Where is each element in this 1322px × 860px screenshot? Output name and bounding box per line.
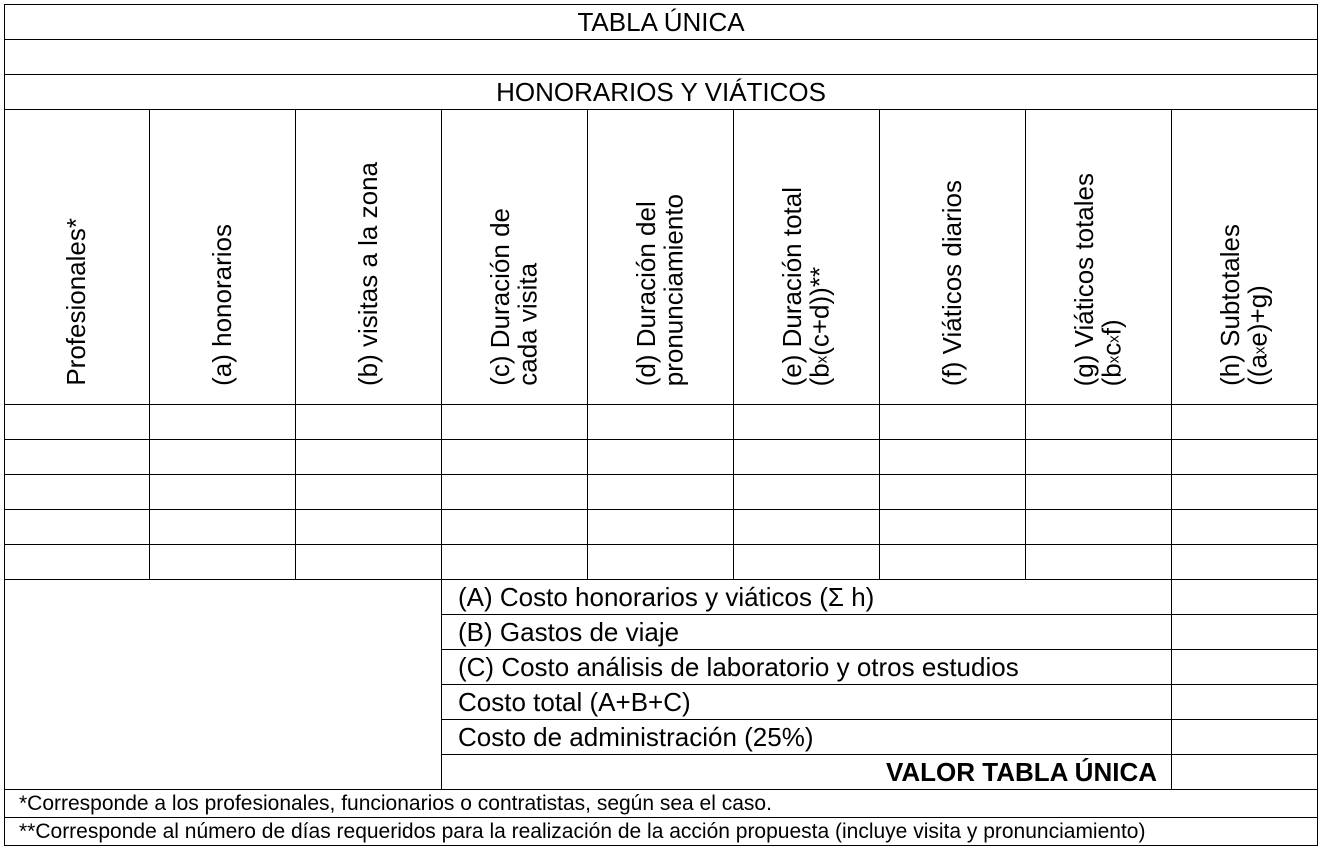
cell[interactable]	[296, 475, 442, 510]
cell[interactable]	[1172, 510, 1318, 545]
cell[interactable]	[150, 475, 296, 510]
cell[interactable]	[734, 475, 880, 510]
cell[interactable]	[296, 510, 442, 545]
summary-blank-area	[5, 580, 442, 790]
cell[interactable]	[1026, 405, 1172, 440]
cell[interactable]	[588, 475, 734, 510]
costo-laboratorio-value[interactable]	[1172, 650, 1318, 685]
col-honorarios-label: (a) honorarios	[206, 224, 237, 386]
blank-row	[5, 40, 1318, 75]
col-duracion-pronunciamiento-label: (d) Duración del pronunciamiento	[631, 193, 689, 386]
cell[interactable]	[1172, 405, 1318, 440]
col-visitas-label: (b) visitas a la zona	[352, 162, 383, 386]
costo-laboratorio-label: (C) Costo análisis de laboratorio y otros estudios	[442, 650, 1172, 685]
col-duracion-visita	[442, 110, 588, 405]
col-duracion-visita-label: (c) Duración de cada visita	[485, 208, 543, 386]
cell[interactable]	[442, 545, 588, 580]
header-row	[5, 110, 1318, 405]
col-visitas	[296, 110, 442, 405]
cell[interactable]	[150, 510, 296, 545]
col-subtotales-label: (h) Subtotales $((a_xe)+g)$	[1215, 224, 1273, 386]
col-duracion-pronunciamiento	[588, 110, 734, 405]
table-subtitle: HONORARIOS Y VIÁTICOS	[5, 75, 1318, 110]
col-duracion-total-label: (e) Duración total $(b_x(c+d))**$	[777, 186, 835, 386]
cell[interactable]	[5, 545, 150, 580]
cell[interactable]	[588, 440, 734, 475]
cell[interactable]	[150, 440, 296, 475]
cell[interactable]	[150, 405, 296, 440]
cell[interactable]	[734, 405, 880, 440]
table-row	[5, 475, 1318, 510]
cell[interactable]	[442, 405, 588, 440]
cell[interactable]	[296, 440, 442, 475]
tabla-unica	[4, 4, 1318, 846]
col-viaticos-diarios-label: (f) Viáticos diarios	[936, 179, 967, 386]
valor-tabla-unica-value[interactable]	[1172, 755, 1318, 790]
cell[interactable]	[442, 510, 588, 545]
col-subtotales	[1172, 110, 1318, 405]
cell[interactable]	[5, 510, 150, 545]
table-row	[5, 440, 1318, 475]
cell[interactable]	[1026, 510, 1172, 545]
costo-administracion-value[interactable]	[1172, 720, 1318, 755]
table-row	[5, 405, 1318, 440]
cell[interactable]	[880, 440, 1026, 475]
cell[interactable]	[296, 545, 442, 580]
costo-administracion-label: Costo de administración (25%)	[442, 720, 1172, 755]
cell[interactable]	[880, 510, 1026, 545]
cell[interactable]	[5, 475, 150, 510]
cell[interactable]	[588, 510, 734, 545]
cell[interactable]	[588, 405, 734, 440]
cell[interactable]	[734, 440, 880, 475]
gastos-viaje-label: (B) Gastos de viaje	[442, 615, 1172, 650]
cell[interactable]	[734, 545, 880, 580]
col-honorarios	[150, 110, 296, 405]
summary-row-a	[5, 580, 1318, 615]
cell[interactable]	[442, 440, 588, 475]
footnote-duracion: **Corresponde al número de días requeridos para la realización de la acción propuesta (incluye visita y pronunciamiento)	[5, 818, 1318, 846]
costo-total-value[interactable]	[1172, 685, 1318, 720]
costo-honorarios-value[interactable]	[1172, 580, 1318, 615]
costo-honorarios-label: (A) Costo honorarios y viáticos (Σ h)	[442, 580, 1172, 615]
col-viaticos-totales	[1026, 110, 1172, 405]
table-title: TABLA ÚNICA	[5, 5, 1318, 40]
col-duracion-total	[734, 110, 880, 405]
valor-tabla-unica-label: VALOR TABLA ÚNICA	[442, 755, 1172, 790]
cell[interactable]	[5, 405, 150, 440]
col-profesionales	[5, 110, 150, 405]
col-profesionales-label: Profesionales*	[61, 218, 92, 386]
cell[interactable]	[588, 545, 734, 580]
cell[interactable]	[734, 510, 880, 545]
table-row	[5, 510, 1318, 545]
table-row	[5, 545, 1318, 580]
cell[interactable]	[1026, 440, 1172, 475]
cell[interactable]	[880, 405, 1026, 440]
cell[interactable]	[880, 475, 1026, 510]
cell[interactable]	[880, 545, 1026, 580]
cell[interactable]	[5, 440, 150, 475]
cell[interactable]	[1172, 475, 1318, 510]
cell[interactable]	[1026, 545, 1172, 580]
costo-total-label: Costo total (A+B+C)	[442, 685, 1172, 720]
cell[interactable]	[1172, 440, 1318, 475]
cell[interactable]	[1026, 475, 1172, 510]
cell[interactable]	[150, 545, 296, 580]
col-viaticos-totales-label: (g) Viáticos totales $(b_xc_xf)$	[1069, 172, 1127, 386]
cell[interactable]	[442, 475, 588, 510]
footnote-profesionales: *Corresponde a los profesionales, funcionarios o contratistas, según sea el caso.	[5, 790, 1318, 818]
col-viaticos-diarios	[880, 110, 1026, 405]
cell[interactable]	[1172, 545, 1318, 580]
cell[interactable]	[296, 405, 442, 440]
gastos-viaje-value[interactable]	[1172, 615, 1318, 650]
